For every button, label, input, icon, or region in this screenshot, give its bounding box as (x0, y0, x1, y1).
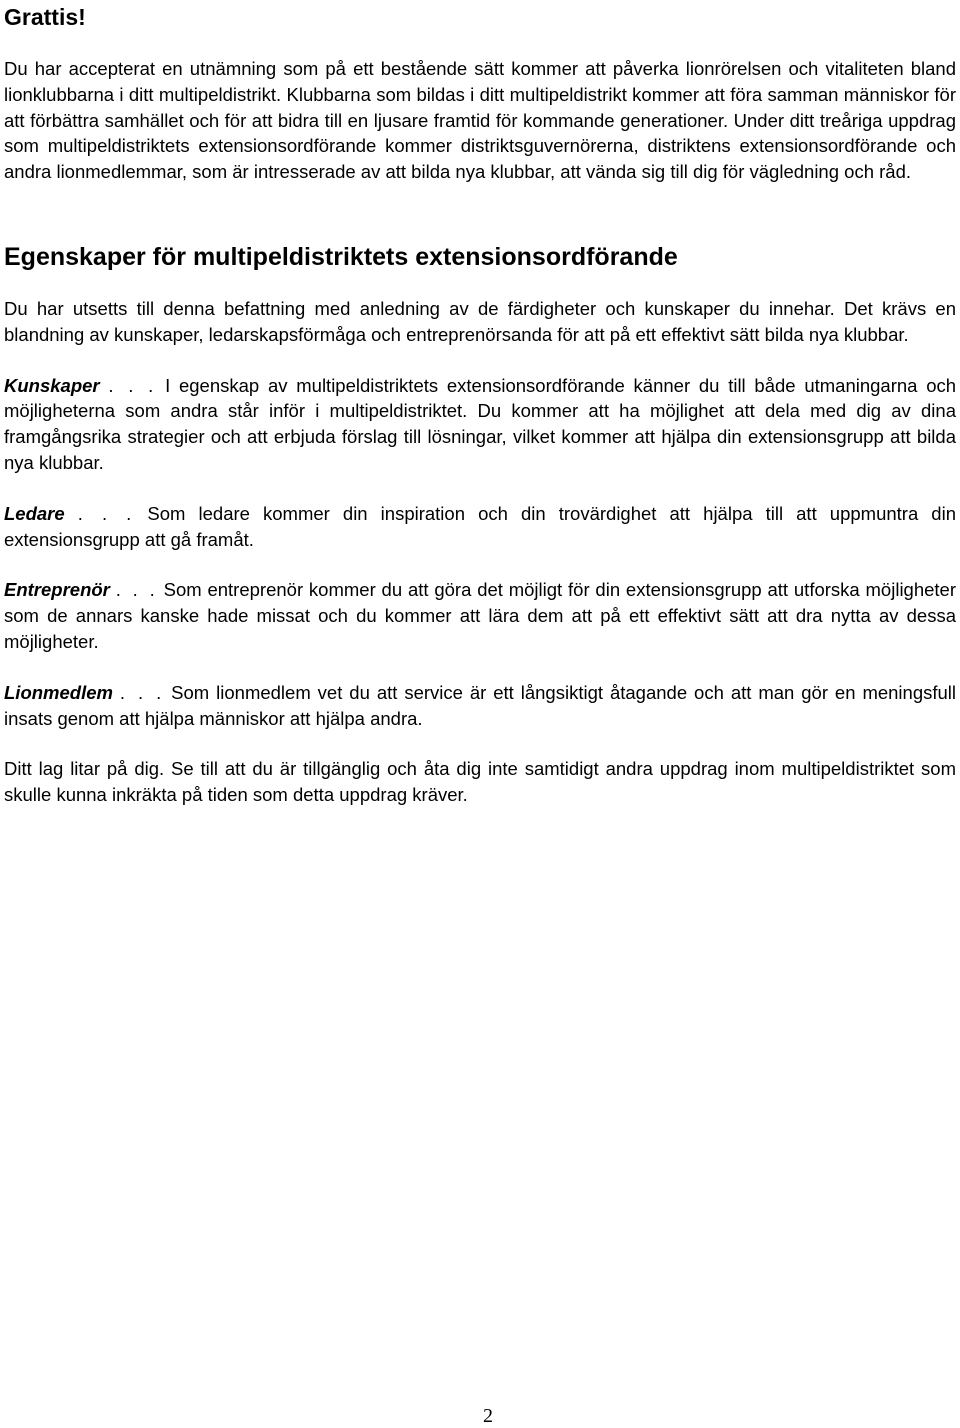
intro-paragraph: Du har accepterat en utnämning som på ett bestående sätt kommer att påverka lionrörelsen och vitaliteten bland lionklubbarna i ditt multipeldistrikt. Klubbarna som bildas i ditt multipeldistrikt kommer att föra samman människor för att förbättra samhället och för att bidra till en ljusare framtid för kommande generationer. Under ditt treåriga uppdrag som multipeldistriktets extensionsordförande kommer distriktsguvernörerna, distriktens extensionsordförande och andra lionmedlemmar, som är intresserade av att bilda nya klubbar, att vända sig till dig för vägledning och råd. (4, 58, 956, 183)
section-intro-paragraph: Du har utsetts till denna befattning med anledning av de färdigheter och kunskaper du innehar. Det krävs en blandning av kunskaper, ledarskapsförmåga och entreprenörsanda för att på ett effektivt sätt bilda nya klubbar. (4, 297, 956, 345)
closing-paragraph: Ditt lag litar på dig. Se till att du är tillgänglig och åta dig inte samtidigt andra uppdrag inom multipeldistriktet som skulle kunna inkräkta på tiden som detta uppdrag kräver. (4, 758, 956, 806)
quality-term: Kunskaper (4, 374, 100, 396)
quality-paragraph-lionmedlem (4, 680, 956, 732)
quality-term: Lionmedlem (4, 681, 113, 703)
quality-text: Som lionmedlem vet du att service är ett långsiktigt åtagande och att man gör en meningsfull insats genom att hjälpa människor att hjälpa andra. (4, 681, 957, 729)
quality-text: Som entreprenör kommer du att göra det möjligt för din extensionsgrupp att utforska möjligheter som de annars kanske hade missat och du kommer att lära dem att på ett effektivt sätt att dra nytta av dessa möjligheter. (4, 579, 957, 652)
quality-ellipsis: . . . (77, 502, 135, 524)
quality-ellipsis: . . . (119, 681, 165, 703)
section-heading: Egenskaper för multipeldistriktets extensionsordförande (4, 242, 678, 271)
quality-text: Som ledare kommer din inspiration och din trovärdighet att hjälpa till att uppmuntra din extensionsgrupp att gå framåt. (4, 502, 956, 550)
quality-text: I egenskap av multipeldistriktets extensionsordförande känner du till både utmaningarna och möjligheterna som andra står inför i multipeldistriktet. Du kommer att ha möjlighet att dela med dig av dina framgångsrika strategier och att erbjuda förslag till lösningar, vilket kommer att hjälpa din extensionsgrupp att bilda nya klubbar. (4, 374, 957, 473)
quality-term: Entreprenör (4, 579, 110, 601)
quality-term: Ledare (4, 502, 65, 524)
document-page (4, 0, 956, 808)
quality-paragraph-ledare (4, 501, 956, 553)
page-number: 2 (483, 1405, 493, 1427)
page-title: Grattis! (4, 4, 86, 30)
quality-ellipsis: . . . (115, 579, 158, 601)
quality-paragraph-entreprenor (4, 577, 956, 654)
quality-paragraph-kunskaper (4, 373, 956, 476)
quality-ellipsis: . . . (108, 374, 157, 396)
